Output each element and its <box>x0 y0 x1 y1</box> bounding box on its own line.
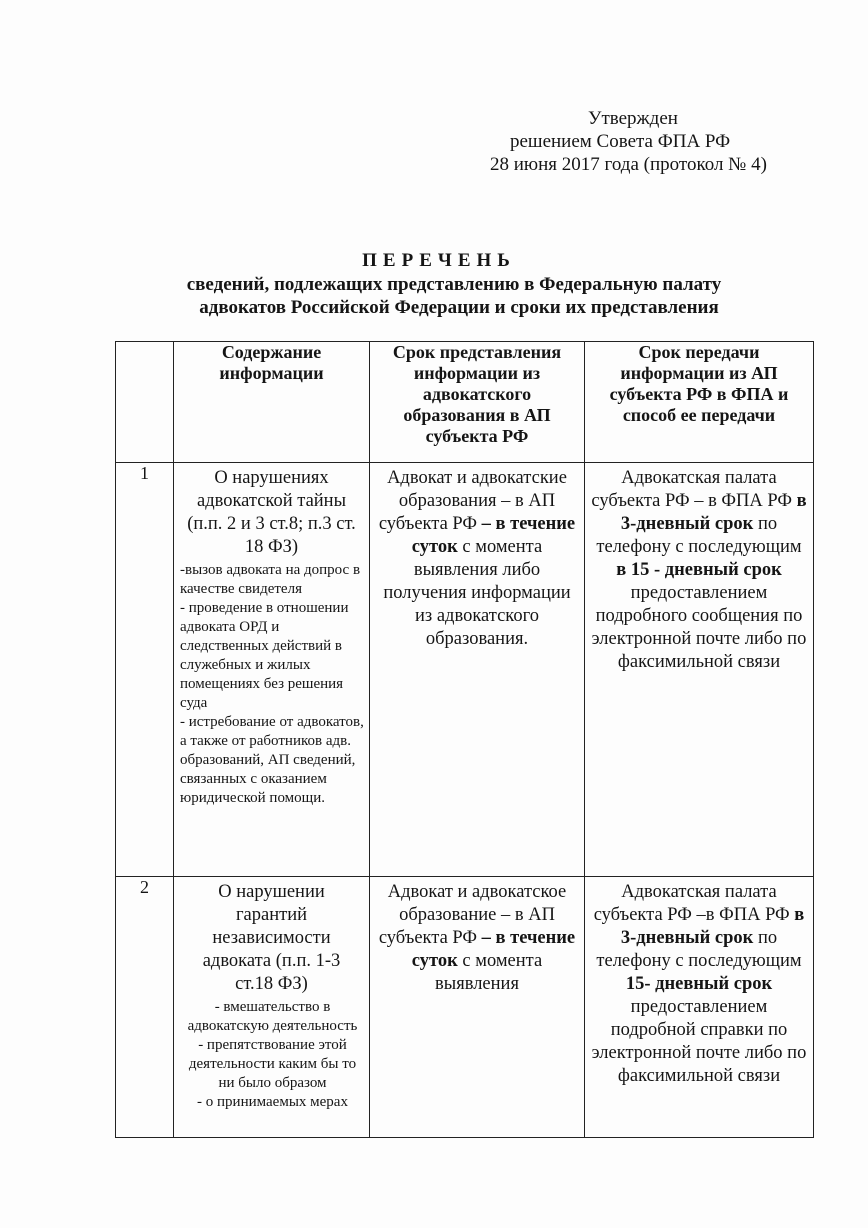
list-item: - вмешательство в адвокатскую деятельность <box>187 999 358 1034</box>
row-transfer-term <box>585 877 814 1138</box>
approval-line-3: 28 июня 2017 года (протокол № 4) <box>490 154 767 175</box>
list-item: - о принимаемых мерах <box>197 1094 348 1110</box>
row-content <box>174 463 370 877</box>
term-text: с момента выявления либо получения информации из адвокатского образования. <box>383 537 571 649</box>
transfer-bold: в 15 - дневный срок <box>616 560 782 580</box>
table-row <box>116 463 814 877</box>
transfer-text: Адвокатская палата субъекта РФ – в ФПА РФ <box>591 468 797 511</box>
approval-line-1: Утвержден <box>588 108 678 129</box>
transfer-bold: в 3-дневный срок <box>620 905 805 948</box>
approval-stamp <box>490 107 767 176</box>
subtitle-line-2: адвокатов Российской Федерации и сроки их представления <box>199 297 719 318</box>
document-title: ПЕРЕЧЕНЬ <box>362 250 516 271</box>
header-content: Содержание информации <box>174 342 370 463</box>
content-title: О нарушениях адвокатской тайны (п.п. 2 и 3 ст.8; п.3 ст. 18 ФЗ) <box>187 468 356 557</box>
header-transfer-term: Срок передачи информации из АП субъекта РФ в ФПА и способ ее передачи <box>585 342 814 463</box>
row-submission-term <box>370 463 585 877</box>
list-item: - проведение в отношении адвоката ОРД и следственных действий в служебных и жилых помещениях без решения суда <box>180 600 349 711</box>
transfer-bold: 15- дневный срок <box>625 974 773 994</box>
row-content <box>174 877 370 1138</box>
row-submission-term <box>370 877 585 1138</box>
information-table <box>115 341 814 1138</box>
term-bold: – в течение суток <box>411 514 576 557</box>
term-text: Адвокат и адвокатские образования – в АП субъекта РФ <box>378 468 567 534</box>
transfer-text: предоставлением подробного сообщения по электронной почте либо по факсимильной связи <box>591 583 807 672</box>
subtitle-line-1: сведений, подлежащих представлению в Федеральную палату <box>186 274 722 295</box>
term-text: с момента выявления <box>435 951 543 994</box>
term-text: Адвокат и адвокатское образование – в АП субъекта РФ <box>378 882 567 948</box>
list-item: - истребование от адвокатов, а также от работников адв. образований, АП сведений, связанных с оказанием юридической помощи. <box>180 714 364 806</box>
list-item: - препятствование этой деятельности каким бы то ни было образом <box>188 1037 357 1091</box>
transfer-text: по телефону с последующим <box>596 514 802 557</box>
transfer-text: Адвокатская палата субъекта РФ –в ФПА РФ <box>593 882 795 925</box>
header-submission-term: Срок представления информации из адвокатского образования в АП субъекта РФ <box>370 342 585 463</box>
approval-line-2: решением Совета ФПА РФ <box>510 131 731 152</box>
content-list <box>174 559 369 808</box>
transfer-text: предоставлением подробной справки по электронной почте либо по факсимильной связи <box>591 997 807 1086</box>
header-number <box>116 342 174 463</box>
row-transfer-term <box>585 463 814 877</box>
table-row <box>116 877 814 1138</box>
table-header-row <box>116 342 814 463</box>
row-number: 1 <box>116 463 174 877</box>
term-bold: – в течение суток <box>411 928 576 971</box>
transfer-bold: в 3-дневный срок <box>620 491 807 534</box>
transfer-text: по телефону с последующим <box>596 928 802 971</box>
row-number: 2 <box>116 877 174 1138</box>
list-item: -вызов адвоката на допрос в качестве свидетеля <box>180 562 361 597</box>
document-subtitle <box>0 273 868 319</box>
content-list <box>174 996 369 1112</box>
content-title: О нарушении гарантий независимости адвоката (п.п. 1-3 ст.18 ФЗ) <box>202 882 341 994</box>
